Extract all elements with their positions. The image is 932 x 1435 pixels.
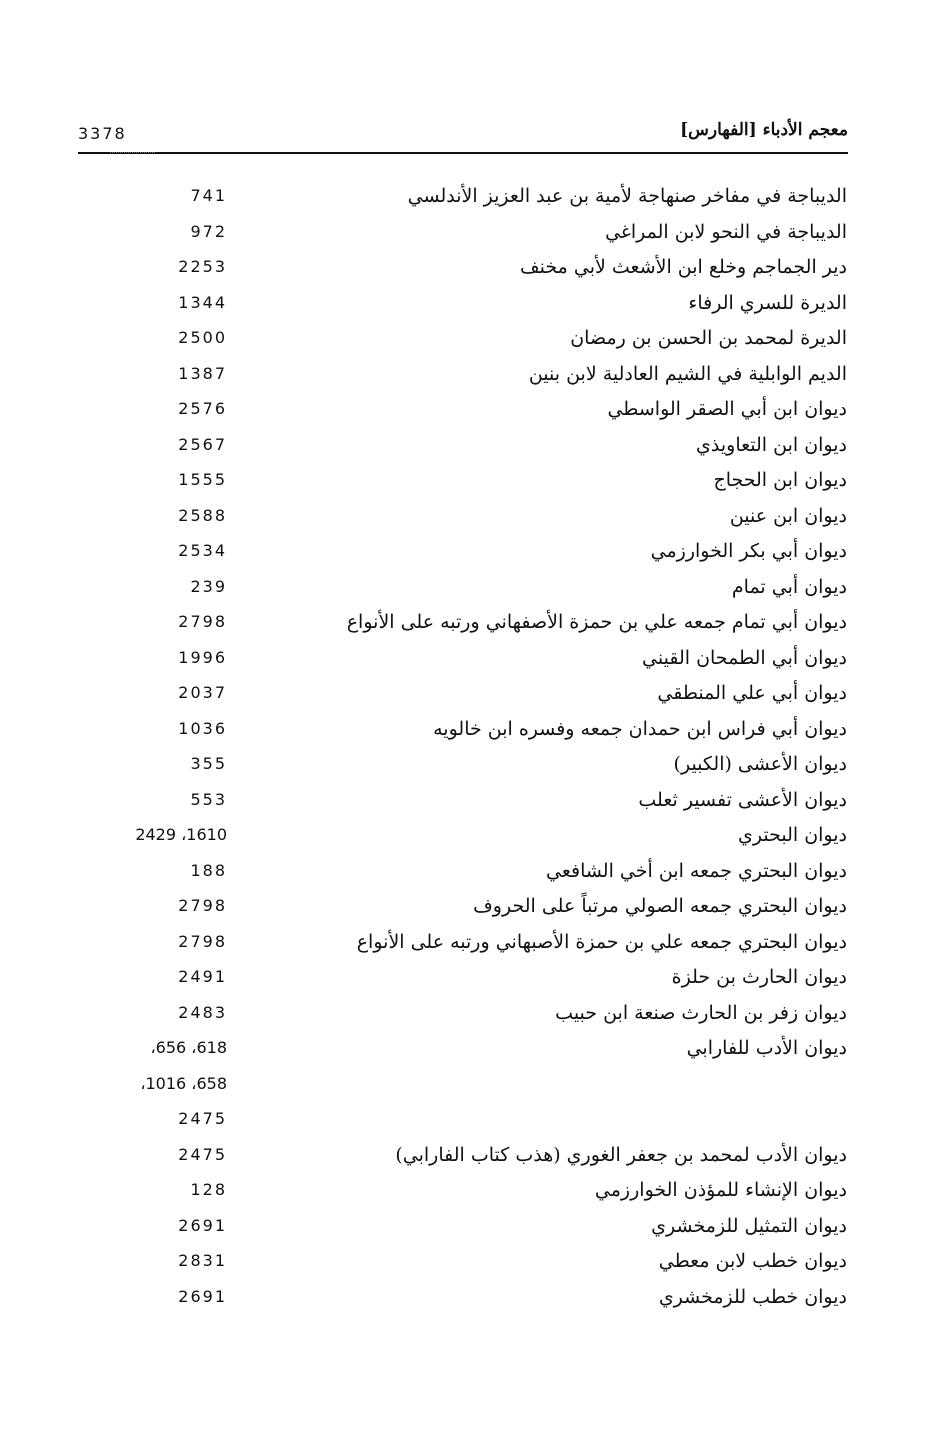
- entry-title: ديوان الأعشى تفسير ثعلب: [638, 788, 847, 811]
- entry-title: ديوان أبي فراس ابن حمدان جمعه وفسره ابن خالويه: [433, 717, 847, 740]
- entry-pages: 1036: [178, 718, 227, 738]
- entry-pages: 2576: [178, 399, 227, 418]
- index-entry: [0, 1281, 932, 1317]
- entry-title: ديوان الحارث بن حلزة: [671, 966, 847, 988]
- entry-pages: 2798: [178, 931, 227, 951]
- index-entry: [0, 855, 932, 891]
- entry-pages: 128: [190, 1180, 227, 1199]
- entry-pages: 2253: [178, 257, 227, 276]
- entry-pages: 2798: [178, 612, 227, 631]
- entry-pages: 2691: [178, 1215, 227, 1235]
- index-entry-continuation: [0, 1068, 932, 1104]
- index-entry: [0, 287, 932, 323]
- entry-title: ديوان ابن عنين: [729, 504, 847, 527]
- entry-title: ديوان الأعشى (الكبير): [673, 753, 847, 775]
- entry-title: ديوان زفر بن الحارث صنعة ابن حبيب: [555, 1001, 847, 1024]
- index-entry: [0, 748, 932, 784]
- index-entry: [0, 1245, 932, 1281]
- entry-pages: 618، 656،: [150, 1038, 227, 1057]
- entry-pages: 2831: [178, 1251, 227, 1270]
- running-title: معجم الأدباء [الفهارس]: [680, 120, 848, 140]
- entry-pages: 2500: [178, 328, 227, 347]
- entry-pages: 2691: [178, 1286, 227, 1306]
- index-entry: [0, 677, 932, 713]
- entry-title: ديوان الأدب لمحمد بن جعفر الغوري (هذب كتاب الفارابي): [395, 1143, 847, 1166]
- index-entry: [0, 890, 932, 926]
- page-header: [78, 118, 848, 154]
- entry-pages: 1996: [178, 647, 227, 667]
- index-entry: [0, 571, 932, 607]
- entry-title: ديوان الإنشاء للمؤذن الخوارزمي: [594, 1179, 847, 1201]
- entry-title: ديوان ابن أبي الصقر الواسطي: [607, 398, 847, 420]
- index-entry-continuation: [0, 1103, 932, 1139]
- page-number-underline: [110, 152, 155, 153]
- index-entry: [0, 180, 932, 216]
- index-entry: [0, 535, 932, 571]
- entry-title: ديوان الأدب للفارابي: [686, 1037, 847, 1059]
- entry-title: ديوان أبي تمام جمعه علي بن حمزة الأصفهاني ورتبه على الأنواع: [346, 611, 847, 633]
- entry-title: الديرة لمحمد بن الحسن بن رمضان: [570, 327, 847, 349]
- entry-title: ديوان خطب لابن معطي: [658, 1250, 847, 1272]
- index-entry: [0, 464, 932, 500]
- entry-title: الديرة للسري الرفاء: [688, 291, 847, 314]
- index-entry: [0, 1210, 932, 1246]
- entry-pages: 2567: [178, 434, 227, 454]
- entry-pages: 239: [190, 576, 227, 596]
- page-number: 3378: [78, 124, 127, 143]
- entry-title: ديوان البحتري جمعه ابن أخي الشافعي: [545, 859, 847, 882]
- entry-pages: 2491: [178, 967, 227, 986]
- index-entry: [0, 961, 932, 997]
- index-entry: [0, 713, 932, 749]
- index-entry: [0, 322, 932, 358]
- entry-pages: 972: [190, 221, 227, 241]
- entry-pages: 2588: [178, 505, 227, 525]
- entry-title: الديباجة في النحو لابن المراغي: [605, 220, 847, 243]
- entry-pages: 1555: [178, 470, 227, 489]
- entry-pages: 658، 1016،: [140, 1073, 227, 1093]
- entry-pages: 1387: [178, 363, 227, 383]
- entry-title: ديوان البحتري جمعه الصولي مرتباً على الحروف: [473, 895, 847, 917]
- index-entry: [0, 251, 932, 287]
- index-entry: [0, 1174, 932, 1210]
- index-entry: [0, 1139, 932, 1175]
- entry-title: ديوان أبي تمام: [731, 575, 847, 598]
- entry-title: ديوان البحتري جمعه علي بن حمزة الأصبهاني ورتبه على الأنواع: [356, 930, 847, 953]
- entry-title: الديم الوابلية في الشيم العادلية لابن بنين: [528, 362, 847, 385]
- entry-pages: 1610، 2429: [135, 825, 227, 844]
- index-entry: [0, 606, 932, 642]
- index-entry: [0, 1032, 932, 1068]
- entry-title: ديوان ابن الحجاج: [713, 469, 847, 491]
- entry-title: ديوان التمثيل للزمخشري: [651, 1214, 847, 1237]
- entry-title: ديوان خطب للزمخشري: [658, 1285, 847, 1308]
- entry-pages: 2475: [178, 1109, 227, 1128]
- entry-title: دير الجماجم وخلع ابن الأشعث لأبي مخنف: [520, 256, 847, 278]
- index-entry: [0, 500, 932, 536]
- entry-pages: 2475: [178, 1144, 227, 1164]
- index-entry: [0, 819, 932, 855]
- index-entry: [0, 926, 932, 962]
- entry-pages: 355: [190, 754, 227, 773]
- entry-title: ديوان البحتري: [738, 824, 847, 846]
- index-entry: [0, 784, 932, 820]
- entry-pages: 2798: [178, 896, 227, 915]
- index-entry: [0, 997, 932, 1033]
- entry-pages: 553: [190, 789, 227, 809]
- index-entry: [0, 429, 932, 465]
- entry-pages: 1344: [178, 292, 227, 312]
- entry-title: ديوان أبي الطمحان القيني: [642, 646, 847, 669]
- index-list: [0, 180, 932, 1316]
- entry-pages: 2534: [178, 541, 227, 560]
- index-entry: [0, 393, 932, 429]
- entry-title: ديوان ابن التعاويذي: [696, 433, 847, 456]
- entry-pages: 2483: [178, 1002, 227, 1022]
- entry-pages: 741: [190, 186, 227, 205]
- index-entry: [0, 642, 932, 678]
- entry-title: ديوان أبي بكر الخوارزمي: [650, 540, 847, 562]
- entry-title: الديباجة في مفاخر صنهاجة لأمية بن عبد العزيز الأندلسي: [407, 185, 847, 207]
- entry-title: ديوان أبي علي المنطقي: [657, 682, 847, 704]
- index-entry: [0, 216, 932, 252]
- entry-pages: 188: [190, 860, 227, 880]
- index-entry: [0, 358, 932, 394]
- entry-pages: 2037: [178, 683, 227, 702]
